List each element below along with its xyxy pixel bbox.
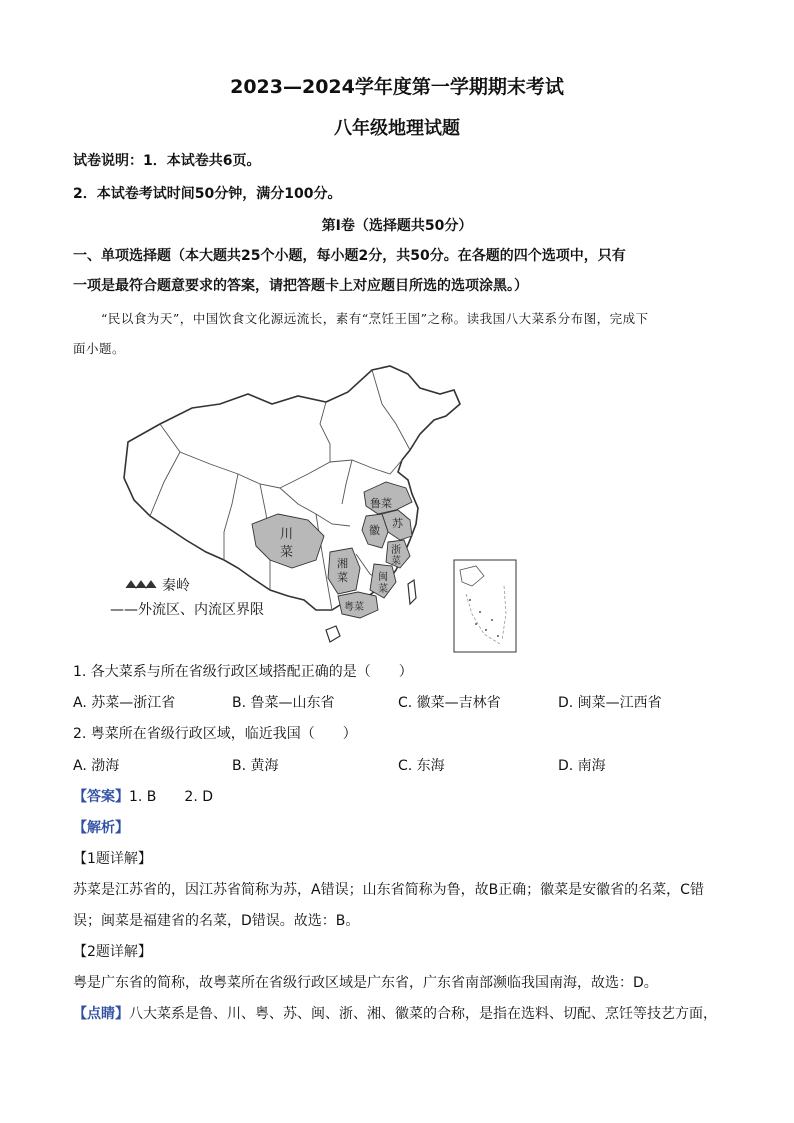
- q1-option-c[interactable]: C. 徽菜—吉林省: [398, 695, 501, 711]
- question-2-stem: 2. 粤菜所在省级行政区域，临近我国（ ）: [73, 726, 357, 742]
- point-row: [73, 1003, 723, 1023]
- question-1-stem: 1. 各大菜系与所在省级行政区域搭配正确的是（ ）: [73, 664, 413, 680]
- exam-subtitle: 八年级地理试题: [334, 118, 460, 139]
- label-chuan-1: 川: [280, 527, 294, 542]
- answer-value: 1. B 2. D: [129, 789, 213, 805]
- q1-option-b[interactable]: B. 鲁菜—山东省: [232, 695, 335, 711]
- q1-option-d[interactable]: D. 闽菜—江西省: [558, 695, 662, 711]
- exam-title: 2023—2024学年度第一学期期末考试: [230, 76, 564, 98]
- q2-option-a[interactable]: A. 渤海: [73, 758, 120, 774]
- q1-detail-line-2: 误；闽菜是福建省的名菜，D错误。故选：B。: [73, 913, 360, 929]
- label-xiang-1: 湘: [337, 557, 348, 570]
- note-line-1: 试卷说明：1．本试卷共6页。: [73, 153, 261, 169]
- legend-boundary: ——外流区、内流区界限: [110, 602, 264, 618]
- q2-detail-heading: 【2题详解】: [73, 944, 152, 960]
- section-heading: 第Ⅰ卷（选择题共50分）: [321, 218, 473, 234]
- label-hui: 徽: [369, 524, 380, 537]
- section-instructions-1: 一、单项选择题（本大题共25个小题，每小题2分，共50分。在各题的四个选项中，只有: [73, 248, 626, 264]
- q2-detail-line-1: 粤是广东省的简称，故粤菜所在省级行政区域是广东省，广东省南部濒临我国南海，故选：D。: [73, 975, 658, 991]
- q1-detail-line-1: 苏菜是江苏省的，因江苏省简称为苏，A错误；山东省简称为鲁，故B正确；徽菜是安徽省的名菜，C错: [73, 882, 704, 898]
- q1-detail-heading: 【1题详解】: [73, 851, 152, 867]
- q2-option-b[interactable]: B. 黄海: [232, 758, 279, 774]
- q1-option-a[interactable]: A. 苏菜—浙江省: [73, 695, 176, 711]
- label-zhe-1: 浙: [391, 545, 401, 556]
- section-instructions-2: 一项是最符合题意要求的答案，请把答题卡上对应题目所选的选项涂黑。）: [73, 278, 528, 294]
- label-zhe-2: 菜: [391, 556, 401, 567]
- label-chuan-2: 菜: [280, 545, 294, 560]
- legend-qinling: 秦岭: [162, 578, 190, 594]
- label-lu: 鲁菜: [370, 497, 392, 510]
- china-outline: [124, 366, 460, 610]
- q2-option-c[interactable]: C. 东海: [398, 758, 445, 774]
- answer-row: [73, 786, 723, 806]
- analysis-tag: 【解析】: [73, 820, 129, 836]
- intro-line-1: “民以食为天”，中国饮食文化源远流长，素有“烹饪王国”之称。读我国八大菜系分布图，完成下: [101, 311, 649, 326]
- intro-line-2: 面小题。: [73, 341, 126, 356]
- point-text: 八大菜系是鲁、川、粤、苏、闽、浙、湘、徽菜的合称，是指在选料、切配、烹饪等技艺方面，: [129, 1006, 717, 1022]
- point-tag: 【点睛】: [73, 1006, 129, 1022]
- note-line-2: 2．本试卷考试时间50分钟，满分100分。: [73, 186, 342, 202]
- label-yue: 粤菜: [344, 602, 364, 613]
- label-xiang-2: 菜: [337, 571, 348, 584]
- label-min-1: 闽: [378, 572, 388, 583]
- q2-option-d[interactable]: D. 南海: [558, 758, 606, 774]
- answer-tag: 【答案】: [73, 789, 129, 805]
- hainan-island: [326, 626, 340, 642]
- qinling-symbol: [126, 581, 156, 588]
- south-china-sea-inset: [454, 560, 516, 652]
- analysis-row: [73, 817, 723, 837]
- taiwan-island: [408, 580, 416, 604]
- label-min-2: 菜: [378, 584, 388, 595]
- label-su: 苏: [392, 517, 403, 530]
